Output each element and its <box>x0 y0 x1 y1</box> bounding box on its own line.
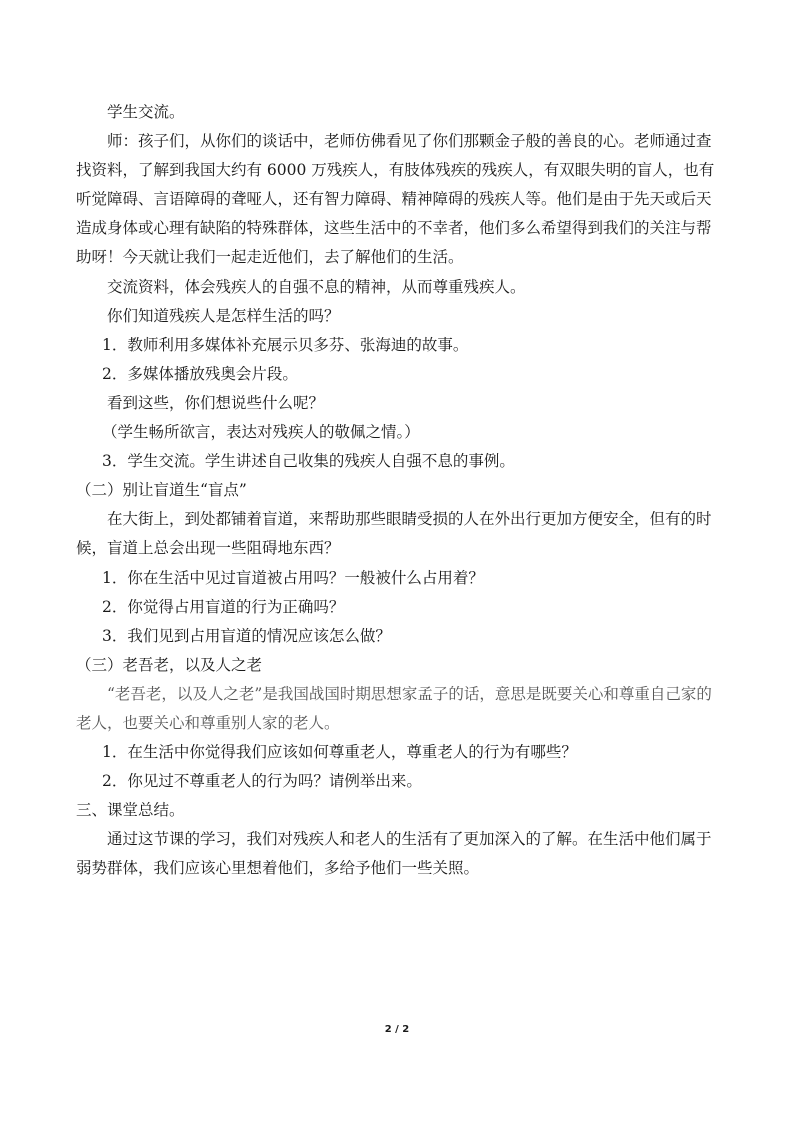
section-heading: （二）别让盲道生“盲点” <box>76 481 247 500</box>
paragraph: 学生交流。 <box>107 103 185 121</box>
paragraph: 在大街上，到处都铺着盲道，来帮助那些眼睛受损的人在外出行更加方便安全，但有的时候，盲道上总会出现一些阻碍地东西？ <box>76 510 712 558</box>
section-heading: （三）老吾老，以及人之老 <box>76 655 263 674</box>
numbered-item: 3．我们见到占用盲道的情况应该怎么做？ <box>102 626 391 645</box>
numbered-item: 1．在生活中你觉得我们应该如何尊重老人，尊重老人的行为有哪些？ <box>102 743 577 762</box>
paragraph: （学生畅所欲言，表达对残疾人的敬佩之情。） <box>102 423 420 442</box>
section-heading: 三、课堂总结。 <box>76 801 185 820</box>
numbered-item: 1．你在生活中见过盲道被占用吗？一般被什么占用着？ <box>102 568 484 587</box>
paragraph: 交流资料，体会残疾人的自强不息的精神，从而尊重残疾人。 <box>107 277 526 296</box>
paragraph: 通过这节课的学习，我们对残疾人和老人的生活有了更加深入的了解。在生活中他们属于弱势群体，我们应该心里想着他们，多给予他们一些关照。 <box>76 830 712 878</box>
page-number: 2 / 2 <box>384 1024 410 1035</box>
document-body <box>76 98 722 884</box>
paragraph: 师：孩子们，从你们的谈话中，老师仿佛看见了你们那颗金子般的善良的心。老师通过查找资料，了解到我国大约有 6000 万残疾人，有肢体残疾的残疾人，有双眼失明的盲人，也有听觉障碍、言语障碍的聋哑人，还有智力障碍、精神障碍的残疾人等。他们是由于先天或后天造成身体或心理有缺陷的特殊群体，这些生活中的不幸者，他们多么希望得到我们的关注与帮助呀！今天就让我们一起走近他们，去了解他们的生活。 <box>76 132 715 267</box>
paragraph: 看到这些，你们想说些什么呢？ <box>107 393 325 412</box>
numbered-item: 1．教师利用多媒体补充展示贝多芬、张海迪的故事。 <box>102 335 469 354</box>
numbered-item: 2．多媒体播放残奥会片段。 <box>102 364 298 383</box>
numbered-item: 3．学生交流。学生讲述自己收集的残疾人自强不息的事例。 <box>102 452 515 471</box>
numbered-item: 2．你见过不尊重老人的行为吗？请例举出来。 <box>102 772 422 791</box>
paragraph: 你们知道残疾人是怎样生活的吗？ <box>107 306 340 325</box>
numbered-item: 2．你觉得占用盲道的行为正确吗？ <box>102 597 345 616</box>
paragraph: “老吾老，以及人之老”是我国战国时期思想家孟子的话，意思是既要关心和尊重自己家的老人，也要关心和尊重别人家的老人。 <box>76 684 712 732</box>
